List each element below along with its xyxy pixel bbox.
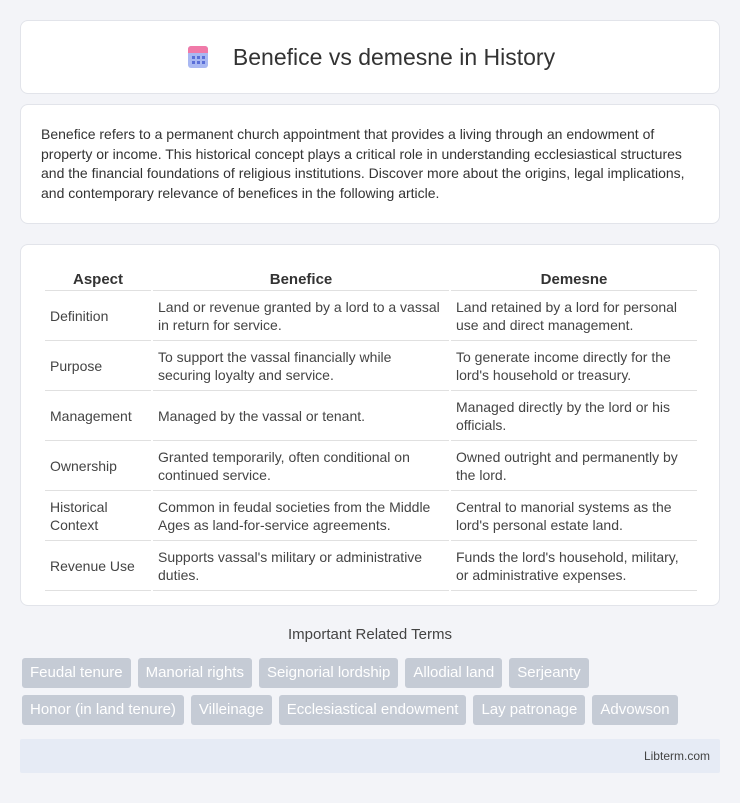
table-row — [45, 393, 697, 441]
related-term-tag[interactable]: Manorial rights — [138, 658, 252, 688]
comparison-table-card — [20, 244, 720, 606]
aspect-cell: Management — [45, 393, 151, 441]
demesne-cell: Land retained by a lord for personal use and direct management. — [451, 293, 697, 341]
benefice-cell: Common in feudal societies from the Middle Ages as land-for-service agreements. — [153, 493, 449, 541]
related-term-tag[interactable]: Serjeanty — [509, 658, 588, 688]
intro-card — [20, 104, 720, 224]
related-term-tag[interactable]: Seignorial lordship — [259, 658, 398, 688]
table-row — [45, 493, 697, 541]
demesne-cell: Central to manorial systems as the lord's personal estate land. — [451, 493, 697, 541]
benefice-cell: Land or revenue granted by a lord to a vassal in return for service. — [153, 293, 449, 341]
table-row — [45, 343, 697, 391]
footer-site-link[interactable]: Libterm.com — [643, 749, 710, 763]
calculator-icon — [185, 44, 211, 70]
intro-text: Benefice refers to a permanent church appointment that provides a living through an endowment of property or income. This historical concept plays a critical role in understanding ecclesiastical structures and the financial foundations of religious institutions. Discover more about the origins, legal implications, and contemporary relevance of benefices in the following article. — [41, 126, 685, 201]
related-term-tag[interactable]: Honor (in land tenure) — [22, 695, 184, 725]
demesne-cell: Managed directly by the lord or his officials. — [451, 393, 697, 441]
footer — [20, 739, 720, 773]
table-row — [45, 543, 697, 591]
related-term-tag[interactable]: Advowson — [592, 695, 677, 725]
benefice-cell: Granted temporarily, often conditional on continued service. — [153, 443, 449, 491]
header-aspect: Aspect — [45, 267, 151, 291]
benefice-cell: Managed by the vassal or tenant. — [153, 393, 449, 441]
related-term-tag[interactable]: Allodial land — [405, 658, 502, 688]
benefice-cell: To support the vassal financially while securing loyalty and service. — [153, 343, 449, 391]
aspect-cell: Purpose — [45, 343, 151, 391]
related-term-tag[interactable]: Lay patronage — [473, 695, 585, 725]
related-term-tag[interactable]: Feudal tenure — [22, 658, 131, 688]
benefice-cell: Supports vassal's military or administrative duties. — [153, 543, 449, 591]
header-demesne: Demesne — [451, 267, 697, 291]
related-term-tag[interactable]: Ecclesiastical endowment — [279, 695, 467, 725]
aspect-cell: Revenue Use — [45, 543, 151, 591]
aspect-cell: Historical Context — [45, 493, 151, 541]
demesne-cell: To generate income directly for the lord's household or treasury. — [451, 343, 697, 391]
aspect-cell: Ownership — [45, 443, 151, 491]
related-terms-list — [22, 658, 722, 725]
table-header-row — [45, 267, 697, 291]
demesne-cell: Funds the lord's household, military, or administrative expenses. — [451, 543, 697, 591]
header-card — [20, 20, 720, 94]
demesne-cell: Owned outright and permanently by the lord. — [451, 443, 697, 491]
related-terms-title: Important Related Terms — [288, 626, 452, 643]
table-row — [45, 293, 697, 341]
page-title: Benefice vs demesne in History — [232, 43, 556, 70]
aspect-cell: Definition — [45, 293, 151, 341]
header-benefice: Benefice — [153, 267, 449, 291]
comparison-table — [43, 265, 699, 593]
related-term-tag[interactable]: Villeinage — [191, 695, 272, 725]
table-row — [45, 443, 697, 491]
